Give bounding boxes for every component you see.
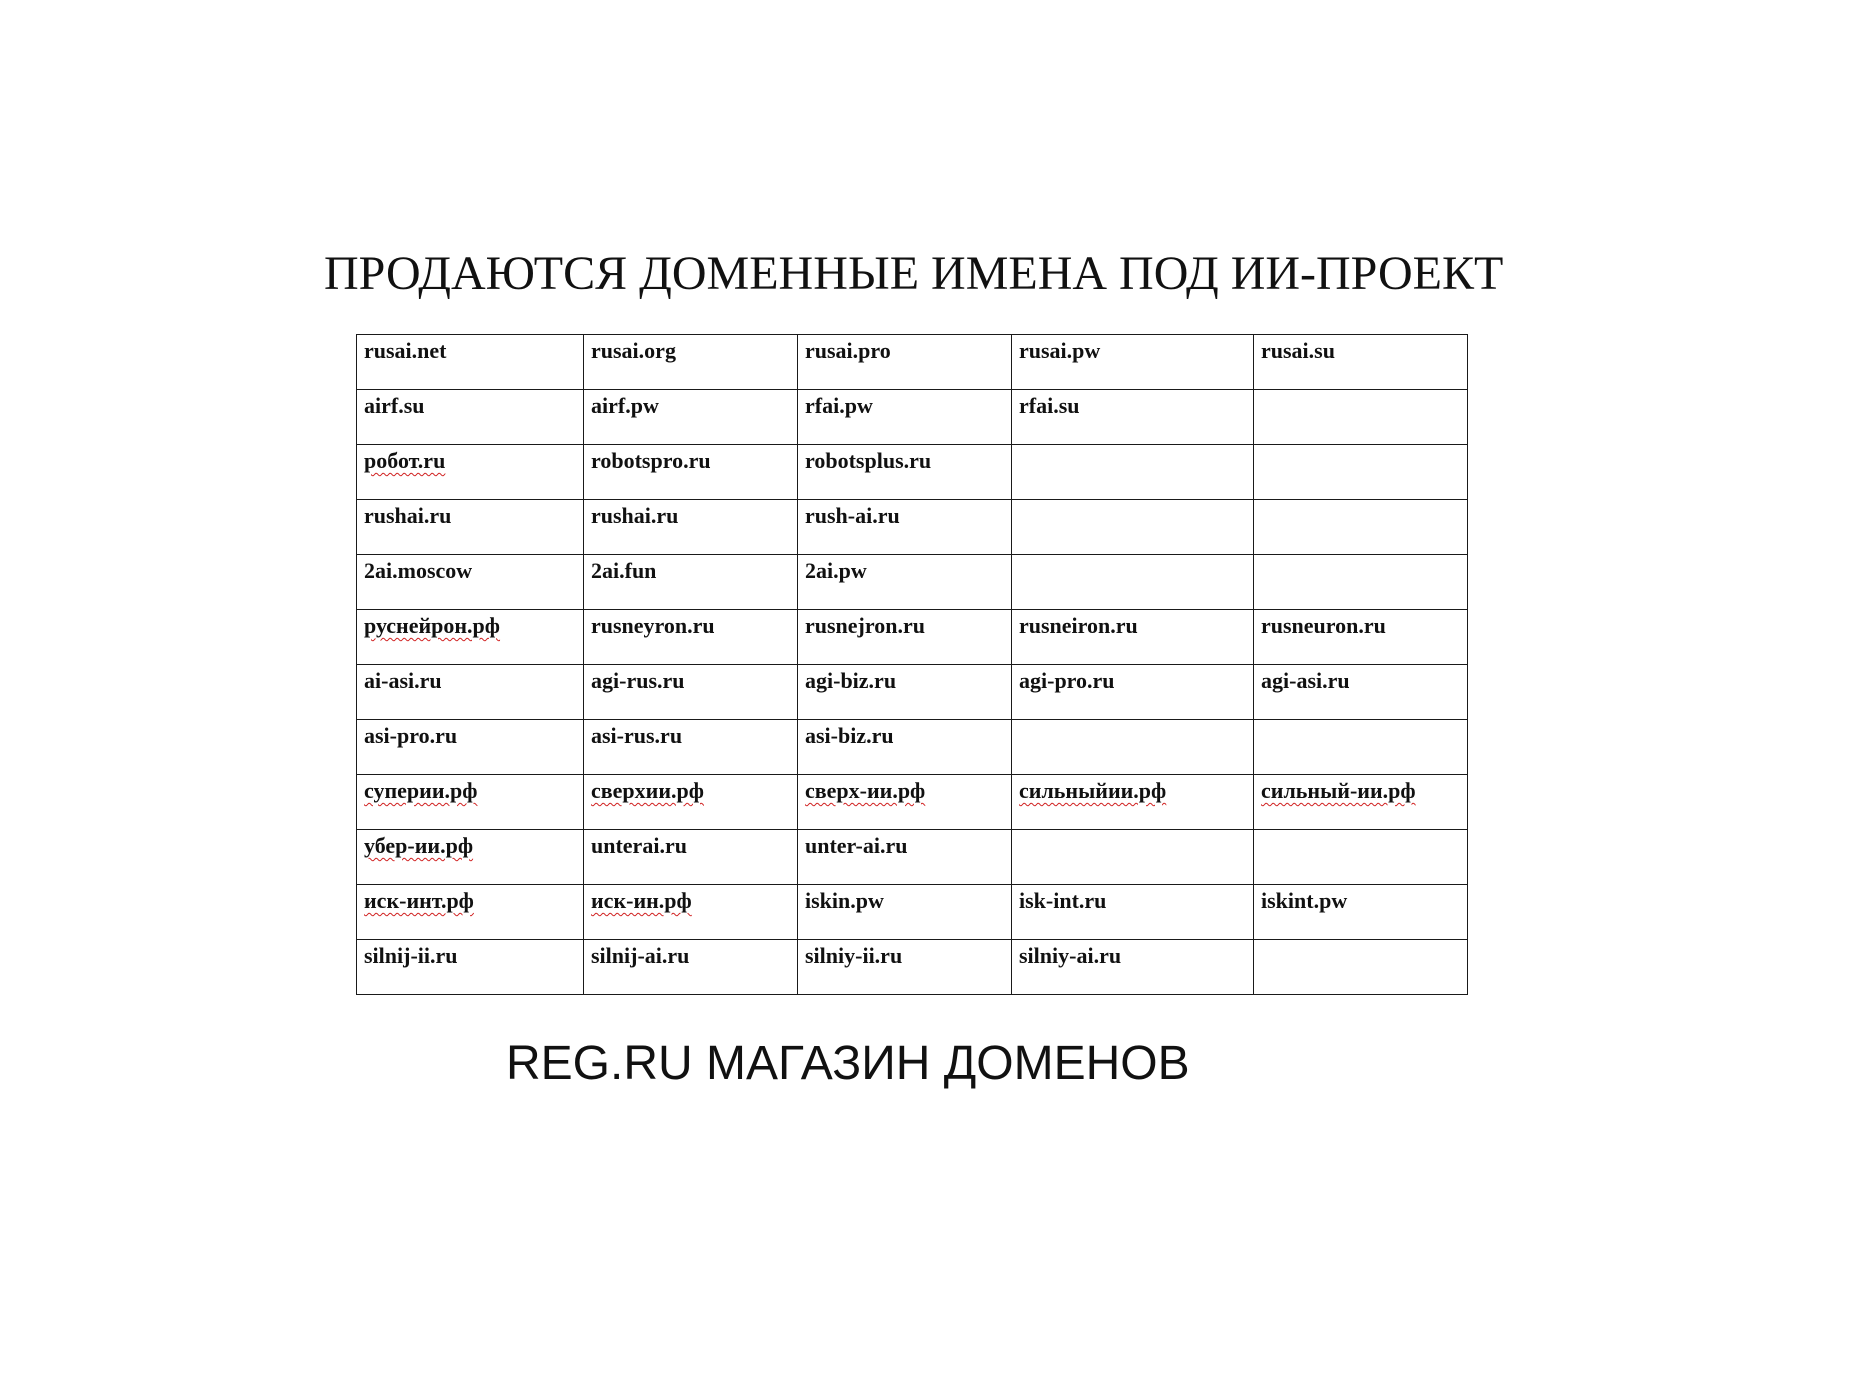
table-cell bbox=[1254, 830, 1468, 885]
table-cell bbox=[1254, 940, 1468, 995]
table-cell bbox=[1254, 775, 1468, 830]
table-cell bbox=[357, 775, 584, 830]
table-cell bbox=[798, 830, 1012, 885]
domain-name: rusai.net bbox=[364, 338, 447, 363]
table-cell bbox=[584, 665, 798, 720]
domain-name: rfai.su bbox=[1019, 393, 1080, 418]
domain-name: silnij-ii.ru bbox=[364, 943, 458, 968]
domain-name: сильный-ии.рф bbox=[1261, 778, 1416, 803]
table-cell bbox=[357, 885, 584, 940]
table-cell bbox=[798, 665, 1012, 720]
domain-name: silniy-ai.ru bbox=[1019, 943, 1122, 968]
table-cell bbox=[584, 720, 798, 775]
domain-name: rusai.pw bbox=[1019, 338, 1101, 363]
domain-name: сверх-ии.рф bbox=[805, 778, 926, 803]
table-cell bbox=[584, 940, 798, 995]
domain-name: 2ai.moscow bbox=[364, 558, 473, 583]
table-cell bbox=[357, 390, 584, 445]
table-cell bbox=[1012, 500, 1254, 555]
table-cell bbox=[584, 885, 798, 940]
table-cell bbox=[1254, 335, 1468, 390]
domain-name: unterai.ru bbox=[591, 833, 687, 858]
table-cell bbox=[798, 610, 1012, 665]
table-cell bbox=[357, 555, 584, 610]
table-cell bbox=[1254, 720, 1468, 775]
table-row bbox=[357, 665, 1468, 720]
table-cell bbox=[1254, 610, 1468, 665]
domain-name: rusneuron.ru bbox=[1261, 613, 1386, 638]
domain-name: убер-ии.рф bbox=[364, 833, 474, 858]
domain-name: rushai.ru bbox=[364, 503, 452, 528]
domain-name: ai-asi.ru bbox=[364, 668, 442, 693]
table-cell bbox=[1012, 885, 1254, 940]
table-cell bbox=[357, 665, 584, 720]
table-cell bbox=[1254, 390, 1468, 445]
table-cell bbox=[798, 445, 1012, 500]
domain-name: rusai.su bbox=[1261, 338, 1335, 363]
table-cell bbox=[1254, 555, 1468, 610]
table-cell bbox=[798, 775, 1012, 830]
domain-name: asi-pro.ru bbox=[364, 723, 458, 748]
table-cell bbox=[798, 940, 1012, 995]
table-cell bbox=[357, 720, 584, 775]
table-cell bbox=[1012, 940, 1254, 995]
domain-name: руснейрон.рф bbox=[364, 613, 501, 638]
domain-name: rush-ai.ru bbox=[805, 503, 900, 528]
domain-name: rusnejron.ru bbox=[805, 613, 925, 638]
table-cell bbox=[1254, 665, 1468, 720]
table-row bbox=[357, 335, 1468, 390]
table-cell bbox=[357, 940, 584, 995]
domain-name: robotsplus.ru bbox=[805, 448, 932, 473]
domain-name: airf.pw bbox=[591, 393, 659, 418]
table-cell bbox=[357, 610, 584, 665]
table-row bbox=[357, 500, 1468, 555]
table-cell bbox=[357, 500, 584, 555]
table-row bbox=[357, 720, 1468, 775]
domain-table-body bbox=[357, 335, 1468, 995]
table-row bbox=[357, 610, 1468, 665]
domain-name: rusneyron.ru bbox=[591, 613, 715, 638]
domain-name: 2ai.pw bbox=[805, 558, 867, 583]
table-row bbox=[357, 445, 1468, 500]
table-row bbox=[357, 830, 1468, 885]
domain-name: agi-biz.ru bbox=[805, 668, 897, 693]
domain-name: silnij-ai.ru bbox=[591, 943, 690, 968]
domain-name: robotspro.ru bbox=[591, 448, 711, 473]
table-row bbox=[357, 885, 1468, 940]
domain-name: rusai.org bbox=[591, 338, 676, 363]
table-cell bbox=[798, 390, 1012, 445]
domain-name: unter-ai.ru bbox=[805, 833, 908, 858]
table-cell bbox=[1012, 720, 1254, 775]
table-cell bbox=[584, 445, 798, 500]
domain-name: суперии.рф bbox=[364, 778, 478, 803]
table-cell bbox=[798, 500, 1012, 555]
domain-name: asi-biz.ru bbox=[805, 723, 894, 748]
table-cell bbox=[584, 500, 798, 555]
domain-name: isk-int.ru bbox=[1019, 888, 1107, 913]
domain-name: 2ai.fun bbox=[591, 558, 657, 583]
footer-text: REG.RU МАГАЗИН ДОМЕНОВ bbox=[506, 1037, 1190, 1090]
domain-name: иск-ин.рф bbox=[591, 888, 692, 913]
table-row bbox=[357, 940, 1468, 995]
table-cell bbox=[584, 775, 798, 830]
table-cell bbox=[584, 390, 798, 445]
table-cell bbox=[1012, 335, 1254, 390]
domain-name: silniy-ii.ru bbox=[805, 943, 903, 968]
table-cell bbox=[584, 335, 798, 390]
domain-name: iskin.pw bbox=[805, 888, 884, 913]
table-row bbox=[357, 390, 1468, 445]
table-cell bbox=[798, 555, 1012, 610]
table-cell bbox=[1012, 830, 1254, 885]
domain-name: сильныйии.рф bbox=[1019, 778, 1167, 803]
domain-name: airf.su bbox=[364, 393, 425, 418]
domain-name: rusneiron.ru bbox=[1019, 613, 1138, 638]
table-cell bbox=[584, 610, 798, 665]
domain-name: иск-инт.рф bbox=[364, 888, 474, 913]
domain-name: asi-rus.ru bbox=[591, 723, 683, 748]
table-cell bbox=[357, 830, 584, 885]
table-cell bbox=[1012, 555, 1254, 610]
table-row bbox=[357, 775, 1468, 830]
table-cell bbox=[1254, 500, 1468, 555]
domain-name: agi-rus.ru bbox=[591, 668, 685, 693]
table-row bbox=[357, 555, 1468, 610]
domain-name: робот.ru bbox=[364, 448, 446, 473]
table-cell bbox=[1012, 665, 1254, 720]
table-cell bbox=[584, 830, 798, 885]
table-cell bbox=[798, 885, 1012, 940]
domain-name: rfai.pw bbox=[805, 393, 873, 418]
domain-name: сверхии.рф bbox=[591, 778, 704, 803]
table-cell bbox=[1012, 390, 1254, 445]
page-title: ПРОДАЮТСЯ ДОМЕННЫЕ ИМЕНА ПОД ИИ-ПРОЕКТ bbox=[324, 247, 1504, 300]
domain-name: agi-pro.ru bbox=[1019, 668, 1115, 693]
domain-name: rushai.ru bbox=[591, 503, 679, 528]
domain-table bbox=[356, 334, 1468, 995]
table-cell bbox=[798, 720, 1012, 775]
table-cell bbox=[584, 555, 798, 610]
table-cell bbox=[357, 335, 584, 390]
domain-name: rusai.pro bbox=[805, 338, 891, 363]
table-cell bbox=[357, 445, 584, 500]
table-cell bbox=[1254, 885, 1468, 940]
table-cell bbox=[1012, 610, 1254, 665]
table-cell bbox=[1012, 775, 1254, 830]
table-cell bbox=[1254, 445, 1468, 500]
table-cell bbox=[798, 335, 1012, 390]
domain-name: agi-asi.ru bbox=[1261, 668, 1350, 693]
domain-name: iskint.pw bbox=[1261, 888, 1348, 913]
table-cell bbox=[1012, 445, 1254, 500]
